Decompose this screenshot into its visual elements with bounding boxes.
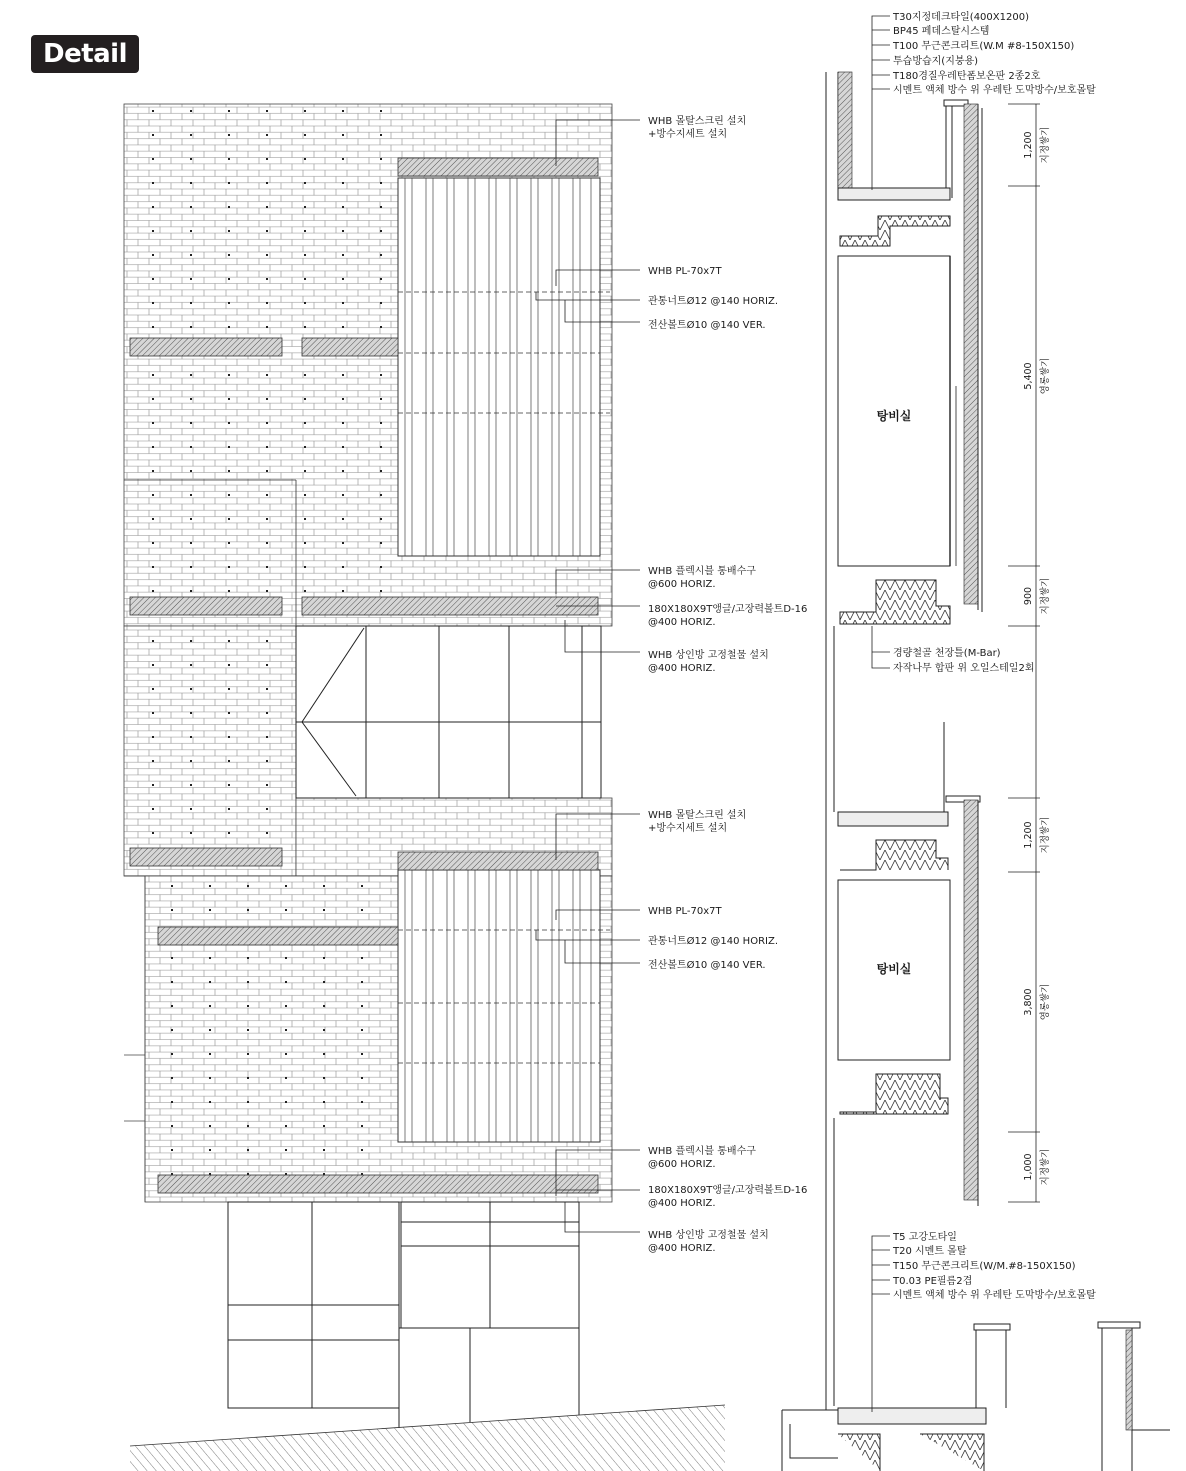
note-upper-mortar-screen-line2: +방수지세트 설치 bbox=[648, 129, 728, 140]
dim-value-5: 3,800 bbox=[1023, 988, 1034, 1016]
dim-value-2: 5,400 bbox=[1023, 362, 1034, 390]
svg-text:WHB 몰탈스크린 설치+방수지세트 설치 bbox=[648, 808, 746, 834]
note-lower-mortar-screen-line2: +방수지세트 설치 bbox=[648, 823, 728, 834]
dim-label-5: 영롱쌓기 bbox=[1040, 983, 1051, 1021]
note-upper-nut: 관통너트Ø12 @140 HORIZ. bbox=[648, 296, 778, 307]
screen-panel-upper bbox=[398, 178, 600, 556]
note-lower-plate: WHB PL-70x7T bbox=[648, 906, 722, 917]
detail-badge: Detail bbox=[31, 35, 139, 73]
note-roof-2: BP45 페데스탈시스템 bbox=[893, 26, 990, 37]
note-lower-mortar-screen-line1: WHB 몰탈스크린 설치 bbox=[648, 810, 747, 821]
mortar-screen-upper-3 bbox=[302, 338, 398, 356]
note-floor-4: T0.03 PE필름2겹 bbox=[893, 1276, 973, 1287]
svg-text:전산볼트Ø10 @140 VER. bbox=[648, 958, 766, 971]
mortar-screen-lower-1 bbox=[398, 852, 598, 870]
note-roof-1: T30지정데크타일(400X1200) bbox=[893, 12, 1029, 23]
svg-text:180X180X9T앵글/고장력볼트D-16@400 HOR bbox=[648, 1183, 807, 1209]
mortar-screen-upper-4 bbox=[130, 597, 282, 615]
section-notes-roof bbox=[892, 10, 1096, 96]
dim-label-4: 지정쌓기 bbox=[1040, 816, 1051, 854]
svg-text:관통너트Ø12 @140 HORIZ. bbox=[648, 934, 778, 947]
svg-text:WHB PL-70x7T bbox=[648, 906, 722, 917]
note-upper-lintel-line1: WHB 상인방 고정철물 설치 bbox=[648, 650, 769, 661]
note-upper-lintel-line2: @400 HORIZ. bbox=[648, 663, 716, 674]
mortar-screen-upper-1 bbox=[398, 158, 598, 176]
note-lower-drain-line1: WHB 플렉시블 통배수구 bbox=[648, 1146, 756, 1157]
note-upper-angle-line2: @400 HORIZ. bbox=[648, 617, 716, 628]
note-lower-lintel-line2: @400 HORIZ. bbox=[648, 1243, 716, 1254]
dim-value-6: 1,000 bbox=[1023, 1153, 1034, 1181]
mortar-screen-lower-3 bbox=[158, 927, 398, 945]
note-ceiling-2: 자작나무 합판 위 오일스테일2회 bbox=[893, 663, 1035, 674]
mortar-screen-lower-2 bbox=[130, 848, 282, 866]
dim-label-3: 지정쌓기 bbox=[1040, 577, 1051, 615]
note-floor-1: T5 고강도타일 bbox=[893, 1232, 957, 1243]
window-elevation bbox=[296, 626, 601, 798]
note-lower-lintel-line1: WHB 상인방 고정철물 설치 bbox=[648, 1230, 769, 1241]
note-upper-plate: WHB PL-70x7T bbox=[648, 266, 722, 277]
svg-text:관통너트Ø12 @140 HORIZ. bbox=[648, 294, 778, 307]
note-roof-6: 시멘트 액체 방수 위 우레탄 도막방수/보호몰탈 bbox=[893, 85, 1096, 96]
svg-text:180X180X9T앵글/고장력볼트D-16@400 HOR bbox=[648, 602, 807, 628]
dim-value-3: 900 bbox=[1023, 586, 1034, 606]
note-lower-nut: 관통너트Ø12 @140 HORIZ. bbox=[648, 936, 778, 947]
note-roof-5: T180경질우레탄폼보온판 2종2호 bbox=[893, 71, 1041, 82]
dimension-labels bbox=[1023, 127, 1051, 1186]
elevation-notes-lower bbox=[648, 808, 807, 1254]
svg-text:WHB 몰탈스크린 설치+방수지세트 설치 bbox=[648, 114, 746, 140]
dim-value-4: 1,200 bbox=[1023, 821, 1034, 849]
note-lower-bolt: 전산볼트Ø10 @140 VER. bbox=[648, 960, 766, 971]
note-upper-drain-line2: @600 HORIZ. bbox=[648, 579, 716, 590]
note-upper-mortar-screen-line1: WHB 몰탈스크린 설치 bbox=[648, 116, 747, 127]
screen-panel-lower bbox=[398, 870, 600, 1142]
dim-label-1: 지정쌓기 bbox=[1040, 126, 1051, 164]
note-ceiling-1: 경량철골 천장틀(M-Bar) bbox=[893, 648, 1001, 659]
svg-text:전산볼트Ø10 @140 VER. bbox=[648, 318, 766, 331]
dim-label-6: 지정쌓기 bbox=[1040, 1148, 1051, 1186]
svg-text:WHB PL-70x7T bbox=[648, 266, 722, 277]
room-label-upper: 탕비실 bbox=[876, 409, 912, 423]
note-lower-angle-line2: @400 HORIZ. bbox=[648, 1198, 716, 1209]
note-upper-angle-line1: 180X180X9T앵글/고장력볼트D-16 bbox=[648, 604, 808, 615]
note-lower-angle-line1: 180X180X9T앵글/고장력볼트D-16 bbox=[648, 1185, 808, 1196]
note-floor-5: 시멘트 액체 방수 위 우레탄 도막방수/보호몰탈 bbox=[893, 1290, 1096, 1301]
section-notes-floor bbox=[892, 1230, 1096, 1301]
section-notes-ceiling bbox=[893, 646, 1034, 674]
dim-label-2: 영롱쌓기 bbox=[1040, 357, 1051, 395]
svg-text:WHB 상인방 고정철물 설치@400 HORIZ. bbox=[648, 648, 769, 674]
svg-text:WHB 플렉시블 통배수구@600 HORIZ. bbox=[648, 564, 756, 590]
mortar-screen-upper-2 bbox=[130, 338, 282, 356]
mortar-screen-upper-5 bbox=[302, 597, 598, 615]
mortar-screen-lower-4 bbox=[158, 1175, 598, 1193]
note-roof-3: T100 무근콘크리트(W.M #8-150X150) bbox=[893, 41, 1075, 52]
note-lower-drain-line2: @600 HORIZ. bbox=[648, 1159, 716, 1170]
note-floor-2: T20 시멘트 몰탈 bbox=[893, 1246, 967, 1257]
note-upper-drain-line1: WHB 플렉시블 통배수구 bbox=[648, 566, 756, 577]
svg-text:WHB 플렉시블 통배수구@600 HORIZ. bbox=[648, 1144, 756, 1170]
dim-value-1: 1,200 bbox=[1023, 131, 1034, 159]
note-upper-bolt: 전산볼트Ø10 @140 VER. bbox=[648, 320, 766, 331]
base-frames bbox=[228, 1202, 579, 1428]
ground-hatch bbox=[130, 1405, 725, 1471]
note-roof-4: 투습방습지(지붕용) bbox=[893, 56, 979, 67]
dimension-lines bbox=[1008, 104, 1040, 1202]
svg-text:WHB 상인방 고정철물 설치@400 HORIZ. bbox=[648, 1228, 769, 1254]
note-floor-3: T150 무근콘크리트(W/M.#8-150X150) bbox=[893, 1261, 1076, 1272]
elevation-notes-upper bbox=[648, 114, 807, 674]
brick-wall-left-mid bbox=[124, 626, 296, 876]
room-label-lower: 탕비실 bbox=[876, 962, 912, 976]
